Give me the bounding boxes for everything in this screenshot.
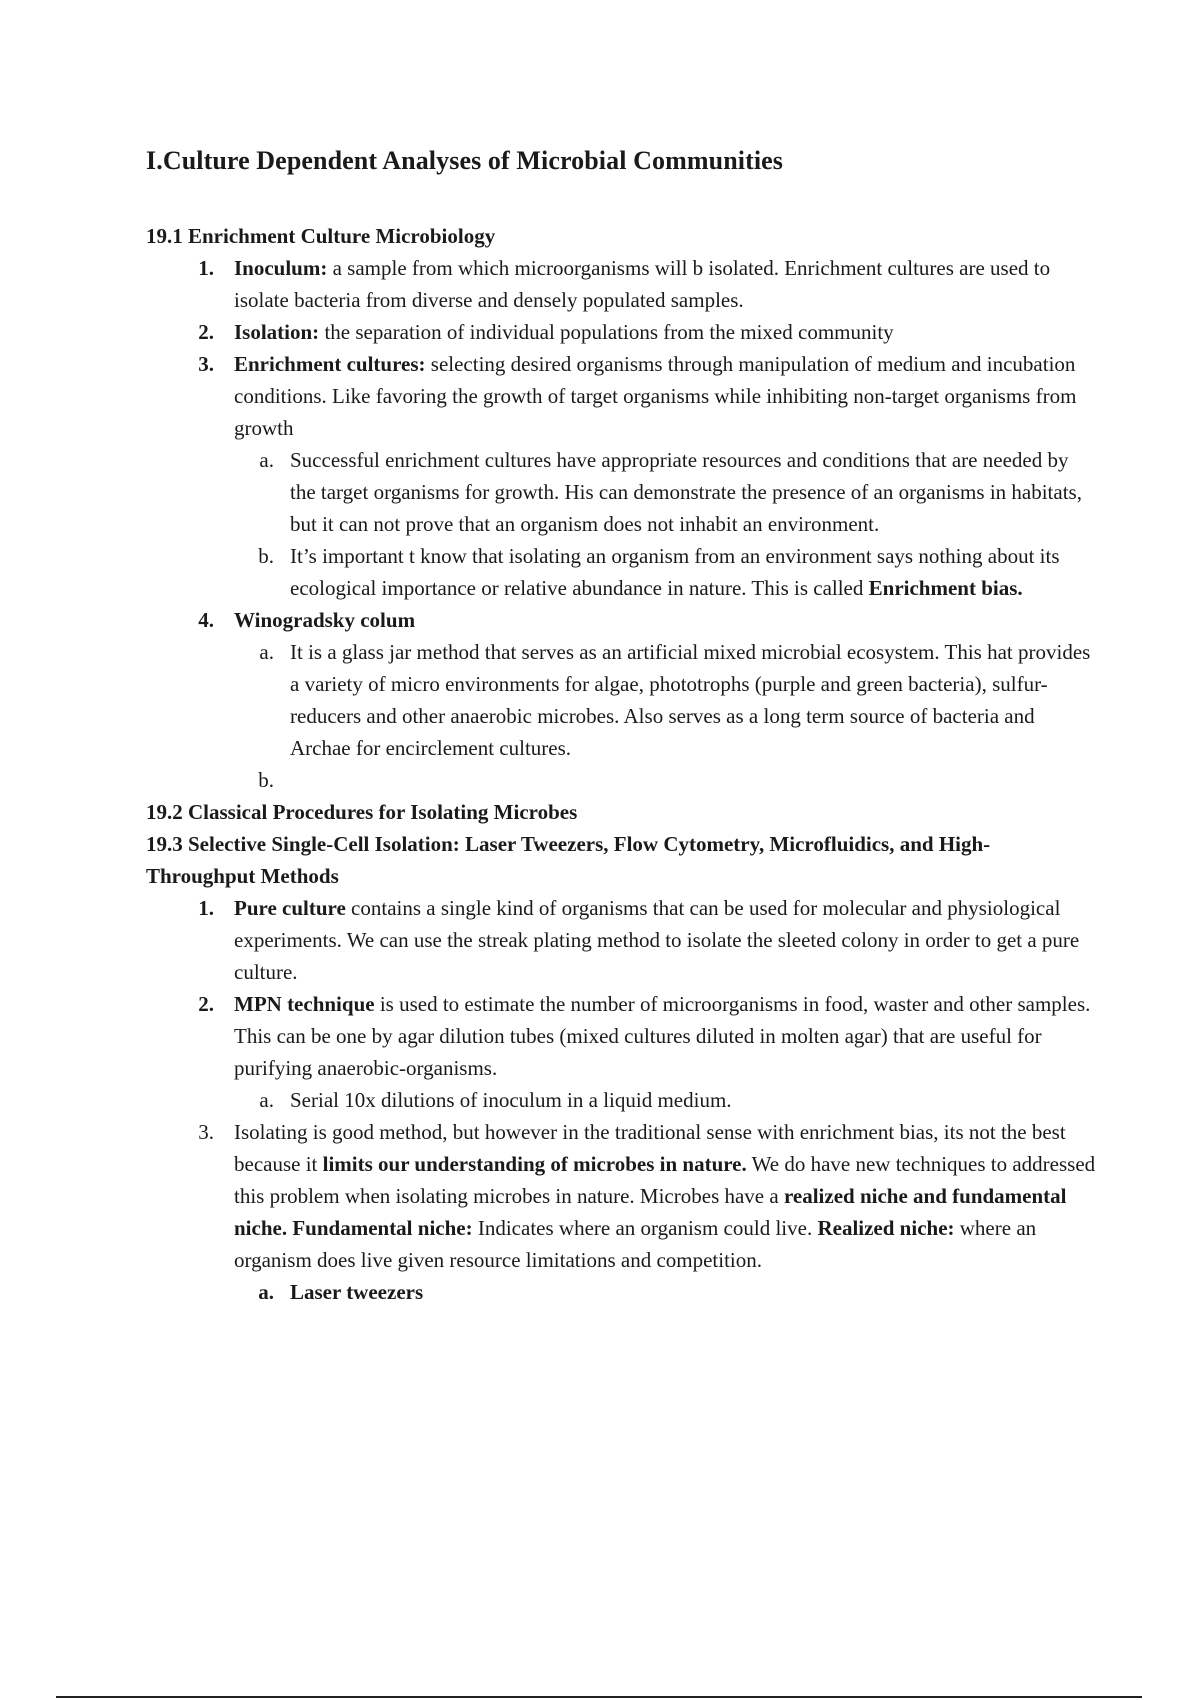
definition: selecting desired organisms through manipulation of medium and incubation conditions. Like favoring the growth of target organisms while inhibiting non-target organisms from growth <box>234 352 1077 440</box>
section-heading-19-3: 19.3 Selective Single-Cell Isolation: Laser Tweezers, Flow Cytometry, Microfluidics, and High-Throughput Methods <box>146 832 991 888</box>
list-text <box>234 604 1096 636</box>
sub-list-letter: b. <box>258 544 274 568</box>
sub-list-body: It’s important t know that isolating an organism from an environment says nothing about its ecological importance or relative abundance in nature. This is called <box>290 544 1060 600</box>
sub-list-item <box>146 1084 1096 1116</box>
term: MPN technique <box>234 992 375 1016</box>
emphasis: limits our understanding of microbes in nature. <box>322 1152 747 1176</box>
sub-list-text <box>290 540 1096 604</box>
term: Enrichment bias. <box>868 576 1023 600</box>
sub-list-item <box>146 1276 1096 1308</box>
page-title: I.Culture Dependent Analyses of Microbial Communities <box>146 146 784 175</box>
term: Inoculum: <box>234 256 328 280</box>
text-run: where an organism does live given resource limitations and competition. <box>234 1216 1037 1272</box>
text-run: Indicates where an organism could live. <box>472 1216 818 1240</box>
list-number: 1. <box>198 896 214 920</box>
list-item <box>146 604 1096 636</box>
list-text <box>234 348 1096 444</box>
sub-list-letter: a. <box>258 1280 274 1304</box>
emphasis: Realized niche: <box>817 1216 955 1240</box>
term: Winogradsky colum <box>234 608 416 632</box>
sub-list-letter: a. <box>259 448 274 472</box>
document-body <box>146 220 1096 1308</box>
sub-list-item <box>146 444 1096 540</box>
list-number: 3. <box>198 352 214 376</box>
list-text <box>234 316 1096 348</box>
footer-rule <box>56 1696 1142 1698</box>
list-item <box>146 316 1096 348</box>
sub-list-text: Serial 10x dilutions of inoculum in a liquid medium. <box>290 1088 732 1112</box>
sub-list-text <box>290 1276 1096 1308</box>
sub-list-text <box>290 764 1096 796</box>
emphasis: realized niche and fundamental niche. Fundamental niche: <box>234 1184 1067 1240</box>
list-text <box>234 892 1096 988</box>
definition: the separation of individual populations from the mixed community <box>319 320 894 344</box>
text-run: We do have new techniques to addressed this problem when isolating microbes in nature. Microbes have a <box>234 1152 1096 1208</box>
list-number: 2. <box>198 992 214 1016</box>
sub-list-text: It is a glass jar method that serves as an artificial mixed microbial ecosystem. This hat provides a variety of micro environments for algae, phototrophs (purple and green bacteria), sulfur-reducers and other anaerobic microbes. Also serves as a long term source of bacteria and Archae for encirclement cultures. <box>290 640 1091 760</box>
list-number: 3. <box>198 1120 214 1144</box>
definition: contains a single kind of organisms that can be used for molecular and physiological experiments. We can use the streak plating method to isolate the sleeted colony in order to get a pure culture. <box>234 896 1080 984</box>
section-heading-19-2: 19.2 Classical Procedures for Isolating Microbes <box>146 800 578 824</box>
text-run: Isolating is good method, but however in the traditional sense with enrichment bias, its not the best because it <box>234 1120 1066 1176</box>
sub-list-item <box>146 764 1096 796</box>
list-text <box>234 1116 1096 1276</box>
list-text <box>234 252 1096 316</box>
sub-list-item <box>146 540 1096 604</box>
term: Laser tweezers <box>290 1280 424 1304</box>
term: Enrichment cultures: <box>234 352 426 376</box>
sub-list-letter: b. <box>258 768 274 792</box>
list-number: 2. <box>198 320 214 344</box>
list-item <box>146 892 1096 988</box>
definition: a sample from which microorganisms will b isolated. Enrichment cultures are used to isolate bacteria from diverse and densely populated samples. <box>234 256 1051 312</box>
sub-list-item <box>146 636 1096 764</box>
sub-list-letter: a. <box>259 640 274 664</box>
list-number: 4. <box>198 608 214 632</box>
term: Pure culture <box>234 896 346 920</box>
list-item <box>146 988 1096 1084</box>
sub-list-text: Successful enrichment cultures have appropriate resources and conditions that are needed by the target organisms for growth. His can demonstrate the presence of an organisms in habitats, but it can not prove that an organism does not inhabit an environment. <box>290 448 1082 536</box>
list-text <box>234 988 1096 1084</box>
list-number: 1. <box>198 256 214 280</box>
sub-list-letter: a. <box>259 1088 274 1112</box>
list-item <box>146 252 1096 316</box>
definition: is used to estimate the number of microorganisms in food, waster and other samples. This can be one by agar dilution tubes (mixed cultures diluted in molten agar) that are useful for purifying anaerobic-organisms. <box>234 992 1091 1080</box>
list-item <box>146 348 1096 444</box>
list-item <box>146 1116 1096 1276</box>
section-heading-19-1: 19.1 Enrichment Culture Microbiology <box>146 224 496 248</box>
term: Isolation: <box>234 320 320 344</box>
